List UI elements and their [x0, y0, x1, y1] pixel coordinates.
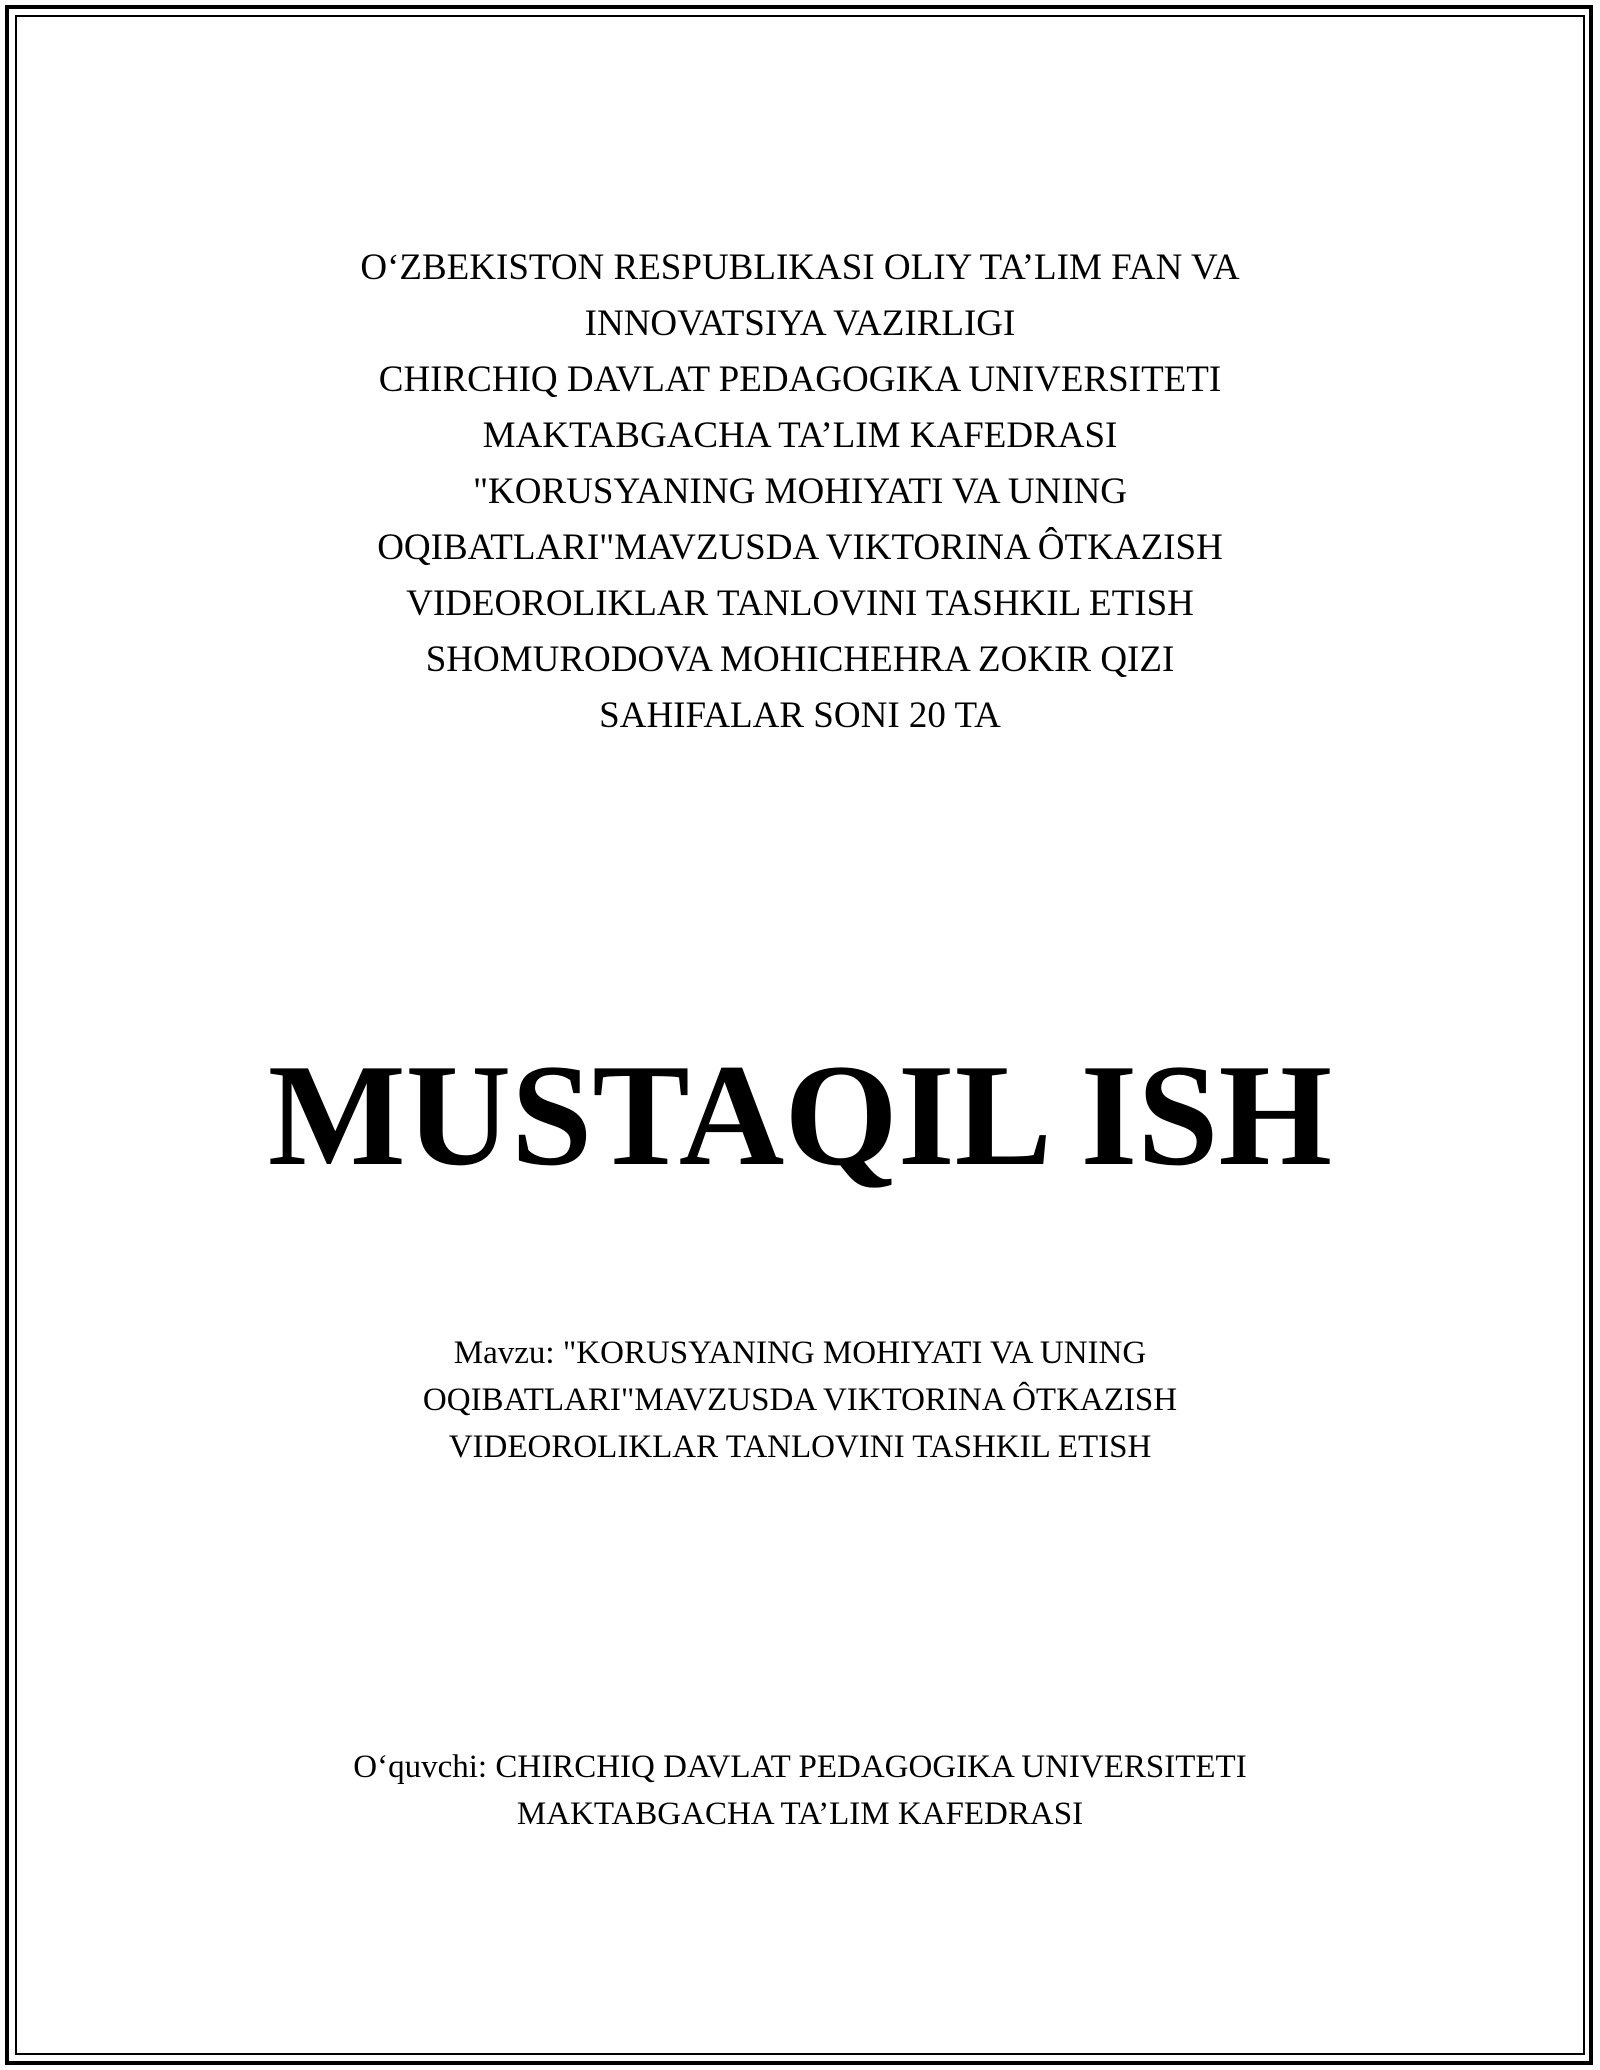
header-line: SAHIFALAR SONI 20 TA [599, 695, 1001, 736]
header-line: OQIBATLARI"MAVZUSDA VIKTORINA ÔTKAZISH [377, 527, 1223, 568]
student-line: MAKTABGACHA TA’LIM KAFEDRASI [516, 1796, 1084, 1832]
header-line: CHIRCHIQ DAVLAT PEDAGOGIKA UNIVERSITETI [378, 359, 1222, 400]
topic-block [0, 1330, 1600, 1471]
header-line: O‘ZBEKISTON RESPUBLIKASI OLIY TA’LIM FAN VA [360, 247, 1240, 288]
topic-line: Mavzu: "KORUSYANING MOHIYATI VA UNING [453, 1335, 1147, 1371]
student-block [0, 1744, 1600, 1838]
topic-line: OQIBATLARI"MAVZUSDA VIKTORINA ÔTKAZISH [422, 1382, 1178, 1418]
page-title: MUSTAQIL ISH [267, 1034, 1333, 1196]
header-line: INNOVATSIYA VAZIRLIGI [584, 303, 1016, 344]
header-line: "KORUSYANING MOHIYATI VA UNING [472, 471, 1128, 512]
header-line: MAKTABGACHA TA’LIM KAFEDRASI [482, 415, 1118, 456]
header-line: VIDEOROLIKLAR TANLOVINI TASHKIL ETISH [406, 583, 1194, 624]
student-line: O‘quvchi: CHIRCHIQ DAVLAT PEDAGOGIKA UNIVERSITETI [353, 1749, 1247, 1785]
header-line: SHOMURODOVA MOHICHEHRA ZOKIR QIZI [425, 639, 1175, 680]
institution-header [0, 240, 1600, 744]
topic-line: VIDEOROLIKLAR TANLOVINI TASHKIL ETISH [448, 1429, 1152, 1465]
